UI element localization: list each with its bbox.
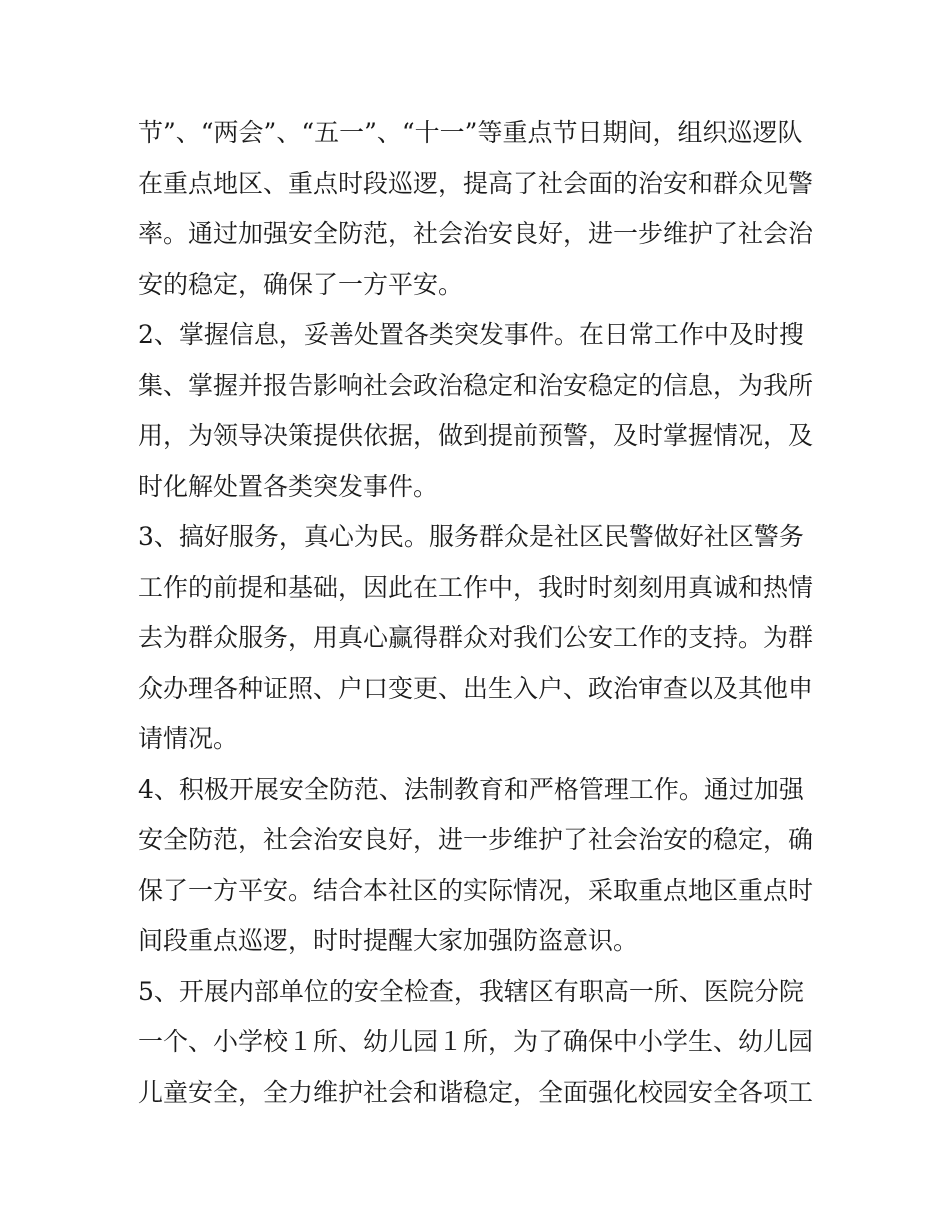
text-line: 一个、小学校１所、幼儿园１所，为了确保中小学生、幼儿园 <box>138 1027 814 1056</box>
document-body <box>138 108 818 1118</box>
text-line: 5、开展内部单位的安全检查，我辖区有职高一所、医院分院 <box>138 976 804 1006</box>
text-line: 4、积极开展安全防范、法制教育和严格管理工作。通过加强 <box>138 774 804 804</box>
text-line: 用，为领导决策提供依据，做到提前预警，及时掌握情况，及 <box>138 421 814 450</box>
text-line: 集、掌握并报告影响社会政治稳定和治安稳定的信息，为我所 <box>138 370 814 400</box>
text-line: 时化解处置各类突发事件。 <box>138 471 439 501</box>
text-line: 去为群众服务，用真心赢得群众对我们公安工作的支持。为群 <box>138 623 814 652</box>
text-line: 节”、“两会”、“五一”、“十一”等重点节日期间，组织巡逻队 <box>138 118 803 147</box>
text-line: 在重点地区、重点时段巡逻，提高了社会面的治安和群众见警 <box>138 168 814 198</box>
text-line: 安的稳定，确保了一方平安。 <box>138 269 464 299</box>
text-line: 工作的前提和基础，因此在工作中，我时时刻刻用真诚和热情 <box>138 572 814 602</box>
text-line: 率。通过加强安全防范，社会治安良好，进一步维护了社会治 <box>138 219 814 248</box>
text-line: 请情况。 <box>138 724 239 753</box>
text-line: 安全防范，社会治安良好，进一步维护了社会治安的稳定，确 <box>138 825 814 854</box>
text-line: 3、搞好服务，真心为民。服务群众是社区民警做好社区警务 <box>138 522 804 551</box>
text-line: 保了一方平安。结合本社区的实际情况，采取重点地区重点时 <box>138 875 814 905</box>
text-line: 间段重点巡逻，时时提醒大家加强防盗意识。 <box>138 926 639 955</box>
text-line: 众办理各种证照、户口变更、出生入户、政治审查以及其他申 <box>138 673 814 703</box>
text-line: 2、掌握信息，妥善处置各类突发事件。在日常工作中及时搜 <box>138 320 804 349</box>
text-line: 儿童安全，全力维护社会和谐稳定，全面强化校园安全各项工 <box>138 1077 814 1107</box>
